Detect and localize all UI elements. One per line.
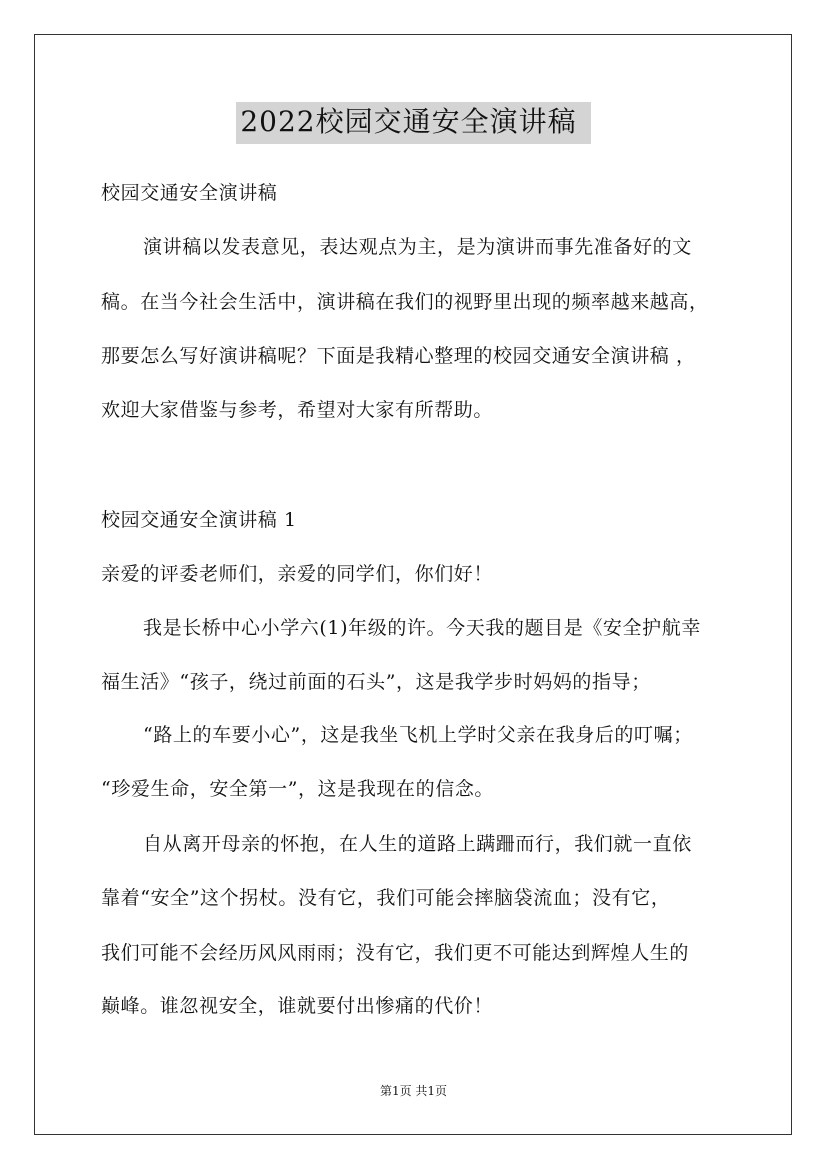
document-title: 2022校园交通安全演讲稿 — [236, 102, 590, 144]
document-title-container — [0, 102, 827, 144]
paragraph-line: 稿。在当今社会生活中，演讲稿在我们的视野里出现的频率越来越高， — [101, 291, 709, 313]
paragraph-line: 欢迎大家借鉴与参考，希望对大家有所帮助。 — [101, 399, 494, 421]
paragraph-line: 演讲稿以发表意见，表达观点为主，是为演讲而事先准备好的文 — [143, 236, 692, 258]
paragraph-line: 我们可能不会经历风风雨雨；没有它，我们更不可能达到辉煌人生的 — [101, 942, 690, 964]
greeting-line: 亲爱的评委老师们，亲爱的同学们，你们好！ — [101, 563, 494, 585]
paragraph-line: 自从离开母亲的怀抱，在人生的道路上蹒跚而行，我们就一直依 — [143, 833, 692, 855]
paragraph-line: 那要怎么写好演讲稿呢？下面是我精心整理的校园交通安全演讲稿 ， — [101, 345, 696, 367]
paragraph-line: 我是长桥中心小学六(1)年级的许。今天我的题目是《安全护航幸 — [143, 617, 701, 639]
page-footer: 第1页 共1页 — [379, 1084, 448, 1098]
paragraph-line: 巅峰。谁忽视安全，谁就要付出惨痛的代价！ — [101, 995, 494, 1017]
paragraph-line: “路上的车要小心”，这是我坐飞机上学时父亲在我身后的叮嘱； — [143, 724, 693, 746]
paragraph-line: 福生活》“孩子，绕过前面的石头”，这是我学步时妈妈的指导； — [101, 671, 651, 693]
paragraph-line: “珍爱生命，安全第一”，这是我现在的信念。 — [101, 778, 495, 800]
section-heading: 校园交通安全演讲稿 1 — [101, 509, 297, 531]
section-heading: 校园交通安全演讲稿 — [101, 182, 278, 204]
paragraph-line: 靠着“安全”这个拐杖。没有它，我们可能会摔脑袋流血；没有它， — [101, 887, 671, 909]
